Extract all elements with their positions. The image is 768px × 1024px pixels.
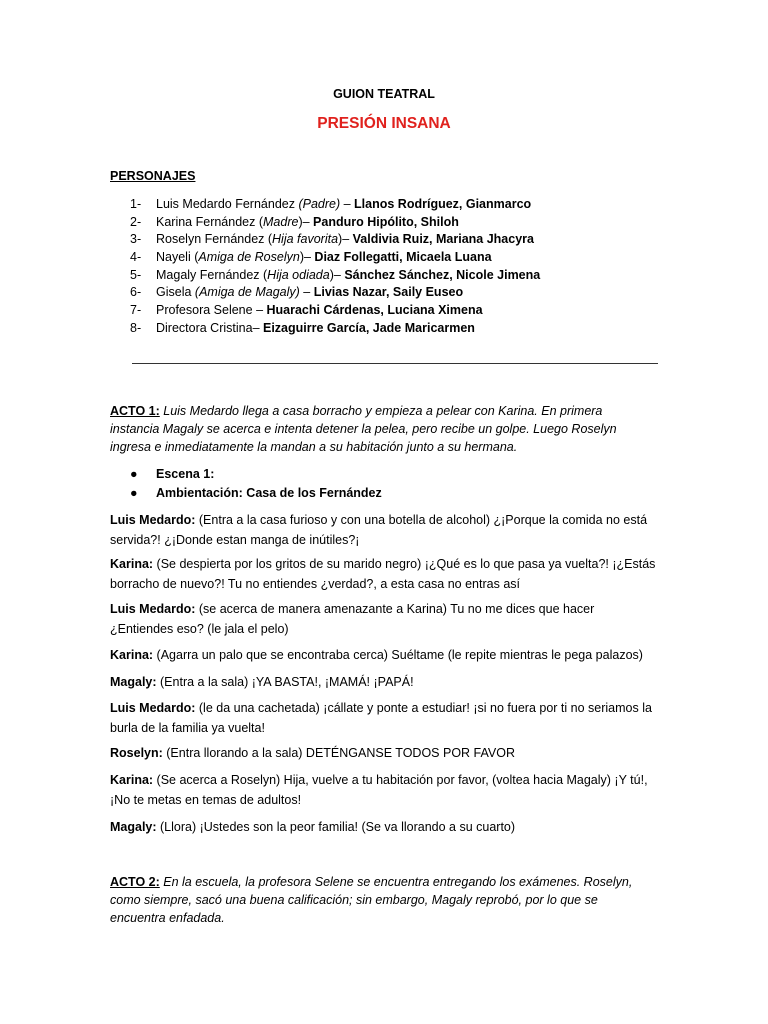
actor-name: Huarachi Cárdenas, Luciana Ximena (266, 303, 483, 318)
bullet-icon: ● (130, 486, 138, 500)
character-name: Magaly Fernández ( (156, 267, 268, 282)
cast-item (130, 320, 540, 338)
separator: )– (298, 214, 314, 229)
speaker: Roselyn: (110, 746, 163, 760)
speaker: Karina: (110, 557, 154, 571)
cast-number: 6- (130, 285, 142, 300)
actor-name: Panduro Hipólito, Shiloh (313, 214, 459, 229)
separator: – (252, 303, 267, 318)
dialogue-line (110, 818, 658, 838)
cast-number: 1- (130, 197, 142, 211)
speaker: Karina: (110, 773, 154, 787)
actor-name: Eizaguirre García, Jade Maricarmen (263, 320, 475, 335)
dialogue-line (110, 511, 658, 550)
cast-item (130, 284, 540, 302)
dialogue-text: (Llora) ¡Ustedes son la peor familia! (Se va llorando a su cuarto) (156, 820, 516, 834)
dialogue-text: (Se acerca a Roselyn) Hija, vuelve a tu habitación por favor, (voltea hacia Magaly) ¡Y tú!, ¡No te metas en temas de adultos! (110, 773, 648, 807)
character-role: Hija favorita (272, 232, 339, 247)
cast-number: 7- (130, 303, 142, 318)
actor-name: Sánchez Sánchez, Nicole Jimena (344, 267, 541, 282)
separator: )– (299, 250, 315, 265)
speaker: Magaly: (110, 820, 157, 834)
character-name: Nayeli ( (156, 250, 199, 265)
separator: – (252, 320, 263, 335)
act-1-text: Luis Medardo llega a casa borracho y empieza a pelear con Karina. En primera instancia Magaly se acerca e intenta detener la pelea, pero recibe un golpe. Luego Roselyn ingresa e inmediatamente la mandan a su habitación junto a su hermana. (110, 404, 617, 455)
play-title: PRESIÓN INSANA (317, 115, 451, 132)
character-name: Karina Fernández ( (156, 214, 264, 229)
scene-bullets (130, 465, 382, 503)
dialogue-line (110, 673, 658, 693)
bullet-icon: ● (130, 467, 138, 481)
character-role: Madre (263, 214, 299, 229)
dialogue-text: (Entra llorando a la sala) DETÉNGANSE TODOS POR FAVOR (162, 746, 515, 760)
dialogue-text: (Entra a la sala) ¡YA BASTA!, ¡MAMÁ! ¡PAPÁ! (156, 675, 414, 689)
bullet-value: Casa de los Fernández (246, 486, 382, 500)
separator: )– (329, 267, 345, 282)
separator: – (340, 197, 355, 211)
actor-name: Valdivia Ruiz, Mariana Jhacyra (352, 232, 534, 247)
speaker: Luis Medardo: (110, 602, 196, 616)
cast-number: 3- (130, 232, 142, 247)
act-1-summary (110, 402, 640, 457)
character-name: Gisela (156, 285, 195, 300)
speaker: Magaly: (110, 675, 157, 689)
character-role: Hija odiada (267, 267, 330, 282)
cast-number: 4- (130, 250, 142, 265)
bullet-item (130, 484, 382, 503)
actor-name: Llanos Rodríguez, Gianmarco (354, 197, 532, 211)
cast-item (130, 231, 540, 249)
dialogue-text: (le da una cachetada) ¡cállate y ponte a estudiar! ¡si no fuera por ti no seriamos la burla de la familia ya vuelta! (110, 701, 652, 735)
act-1-label: ACTO 1: (110, 404, 160, 418)
bullet-label: Escena 1: (156, 467, 215, 481)
dialogue-text: (Entra a la casa furioso y con una botella de alcohol) ¿¡Porque la comida no está servida?! ¿¡Donde estan manga de inútiles?¡ (110, 513, 648, 547)
dialogue-text: (se acerca de manera amenazante a Karina) Tu no me dices que hacer ¿Entiendes eso? (le jala el pelo) (110, 602, 595, 636)
act-2-label: ACTO 2: (110, 875, 160, 889)
dialogue-text: (Se despierta por los gritos de su marido negro) ¡¿Qué es lo que pasa ya vuelta?! ¡¿Estás borracho de nuevo?! Tu no entiendes ¿verdad?, a esta casa no entras así (110, 557, 656, 591)
cast-item (130, 302, 540, 320)
cast-item (130, 249, 540, 267)
actor-name: Diaz Follegatti, Micaela Luana (314, 250, 492, 265)
dialogue-line (110, 744, 658, 764)
cast-heading: PERSONAJES (110, 169, 196, 183)
bullet-label: Ambientación: (156, 486, 247, 500)
actor-name: Livias Nazar, Saily Euseo (313, 285, 464, 300)
cast-number: 5- (130, 267, 142, 282)
speaker: Karina: (110, 648, 154, 662)
horizontal-divider (132, 363, 658, 364)
character-name: Roselyn Fernández ( (156, 232, 273, 247)
cast-list (130, 196, 540, 338)
character-role: (Amiga de Magaly) (194, 285, 300, 300)
character-role: Amiga de Roselyn (198, 250, 300, 265)
act-2-text: En la escuela, la profesora Selene se encuentra entregando los exámenes. Roselyn, como siempre, sacó una buena calificación; sin embargo, Magaly reprobó, por lo que se encuentra enfadada. (110, 875, 633, 926)
document-title: GUION TEATRAL (333, 87, 435, 101)
separator: )– (338, 232, 353, 247)
character-name: Directora Cristina (156, 320, 253, 335)
character-role: (Padre) (298, 197, 341, 211)
dialogue-text: (Agarra un palo que se encontraba cerca) Suéltame (le repite mientras le pega palazos) (153, 648, 643, 662)
dialogue-line (110, 699, 658, 738)
dialogue-line (110, 555, 658, 594)
act-2-summary (110, 873, 640, 928)
bullet-item (130, 465, 382, 484)
cast-item (130, 214, 540, 232)
speaker: Luis Medardo: (110, 513, 196, 527)
dialogue-line (110, 600, 658, 639)
cast-item (130, 267, 540, 285)
character-name: Luis Medardo Fernández (156, 197, 299, 211)
dialogue-line (110, 771, 658, 810)
cast-number: 2- (130, 214, 142, 229)
dialogue-line (110, 646, 658, 666)
speaker: Luis Medardo: (110, 701, 196, 715)
character-name: Profesora Selene (156, 303, 253, 318)
cast-number: 8- (130, 320, 142, 335)
cast-item (130, 196, 540, 214)
separator: – (299, 285, 314, 300)
